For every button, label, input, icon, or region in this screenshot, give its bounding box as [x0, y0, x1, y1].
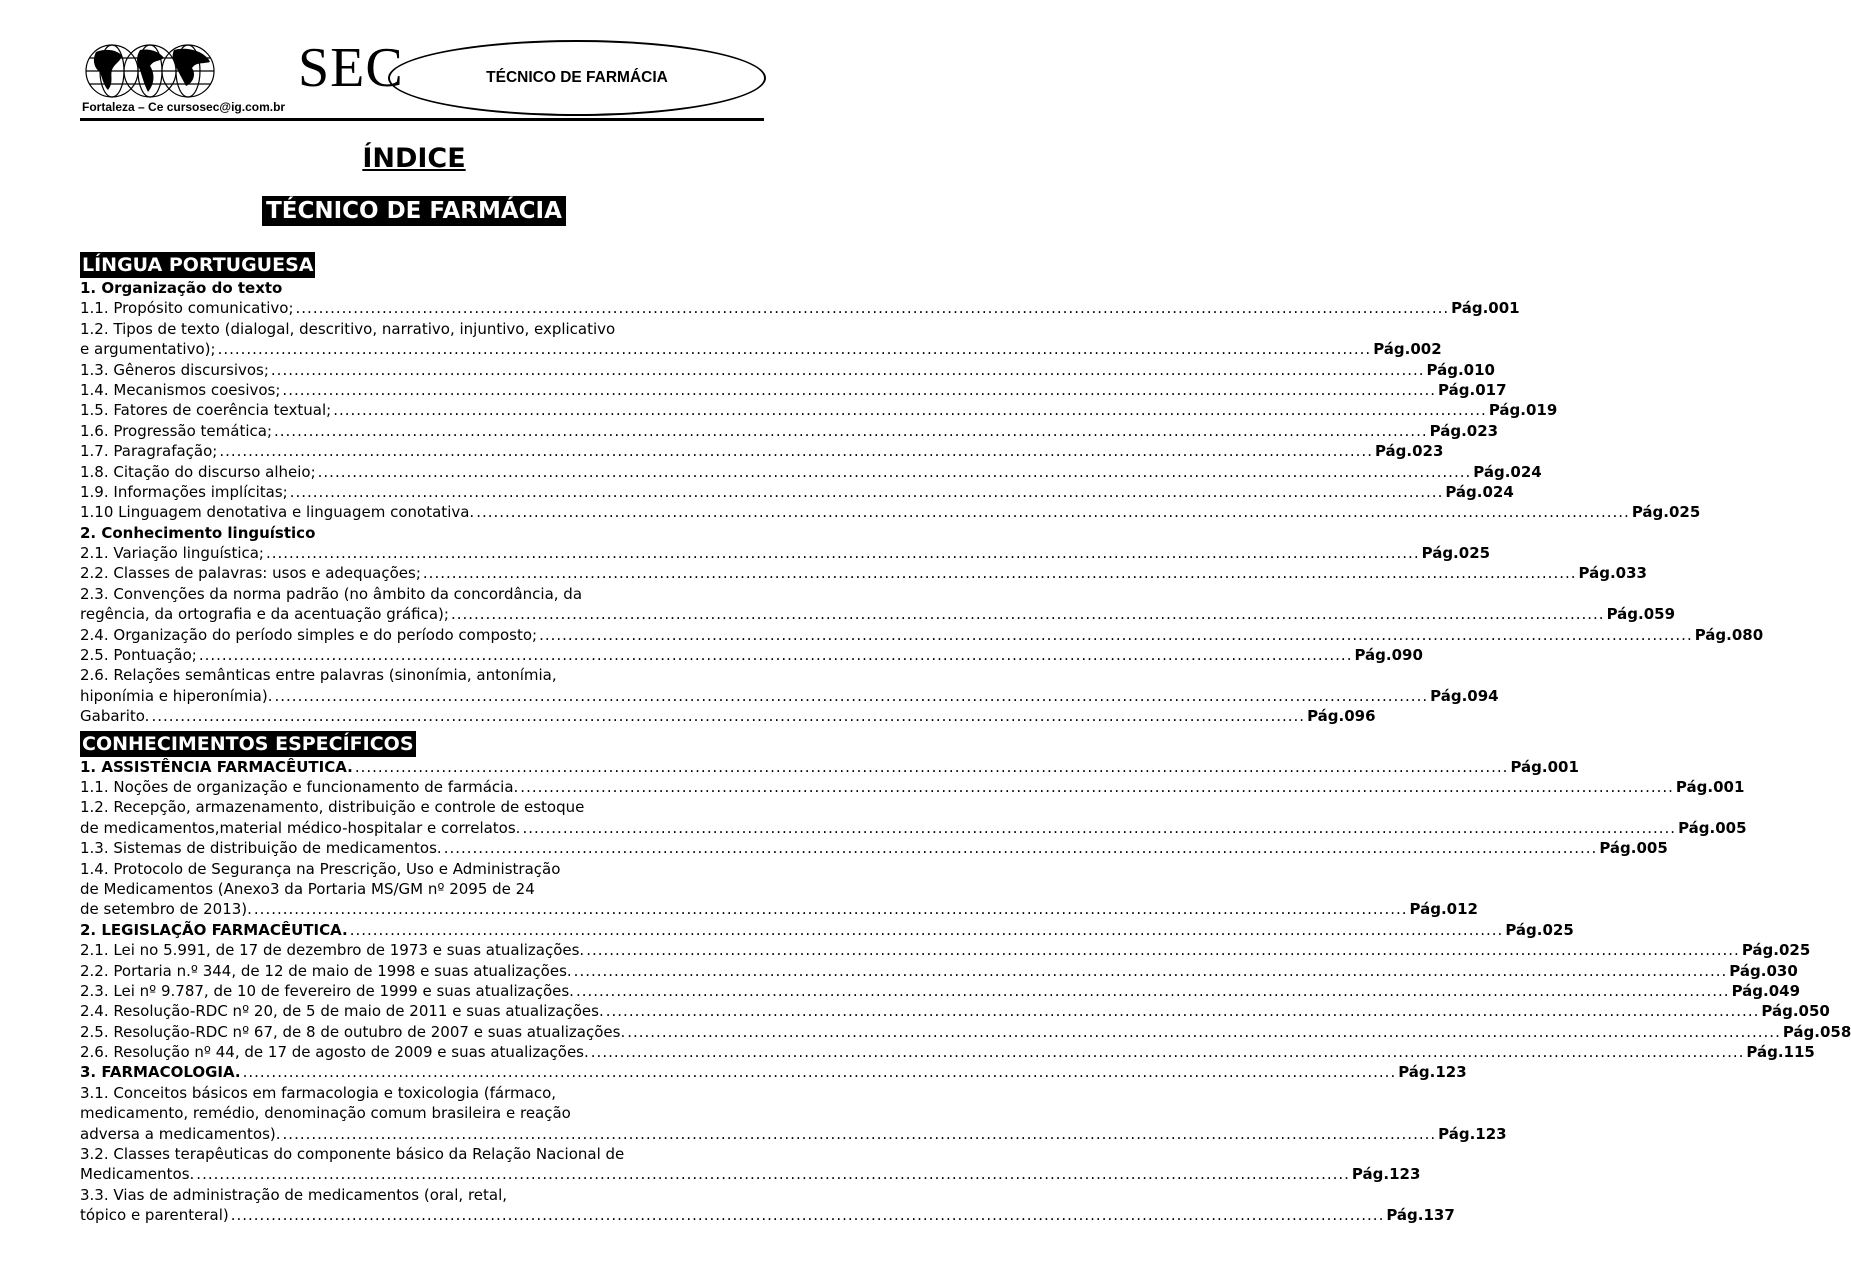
page-number: Pág.025 — [1421, 544, 1491, 563]
page-number: Pág.115 — [1746, 1043, 1815, 1062]
toc-entry[interactable] — [80, 818, 1747, 838]
dot-leader: ........................................................................................................................................................................................................ — [476, 503, 1630, 522]
toc-entry[interactable] — [80, 645, 1423, 665]
page-number: Pág.019 — [1488, 401, 1558, 420]
toc-entry-text: Gabarito. — [80, 707, 150, 726]
toc-entry-text: 2.2. Classes de palavras: usos e adequações; — [80, 564, 421, 583]
toc-entry-text: 2.1. Variação linguística; — [80, 544, 264, 563]
page-number: Pág.024 — [1445, 482, 1514, 501]
toc-entry[interactable] — [80, 482, 1514, 502]
dot-leader: ........................................................................................................................................................................................................ — [253, 900, 1408, 919]
page-number: Pág.005 — [1678, 818, 1747, 837]
page-number: Pág.090 — [1354, 646, 1423, 665]
page-number: Pág.080 — [1694, 625, 1764, 644]
page-number: Pág.002 — [1373, 340, 1442, 359]
toc-text-line: 3.3. Vias de administração de medicamentos (oral, retal, — [80, 1185, 508, 1204]
toc-entry[interactable] — [80, 940, 1811, 960]
toc-subheading: 2. Conhecimento linguístico — [80, 523, 316, 542]
toc-entry-text: 1.8. Citação do discurso alheio; — [80, 462, 316, 481]
toc-entry-text: 1. ASSISTÊNCIA FARMACÊUTICA. — [80, 757, 353, 776]
section-heading-row — [80, 252, 742, 278]
toc-entry-text: 2.5. Resolução-RDC nº 67, de 8 de outubro de 2007 e suas atualizações. — [80, 1022, 626, 1041]
toc-entry-text: adversa a medicamentos). — [80, 1124, 281, 1143]
course-badge — [388, 40, 766, 116]
dot-leader: ........................................................................................................................................................................................................ — [590, 1043, 1745, 1062]
dot-leader: ........................................................................................................................................................................................................ — [289, 482, 1444, 501]
toc-entry-text: 1.5. Fatores de coerência textual; — [80, 401, 332, 420]
page-number: Pág.123 — [1351, 1165, 1421, 1184]
toc-entry[interactable] — [80, 838, 1668, 858]
toc-entry-text: 2.2. Portaria n.º 344, de 12 de maio de 1998 e suas atualizações. — [80, 961, 572, 980]
dot-leader: ........................................................................................................................................................................................................ — [282, 1124, 1437, 1143]
toc-entry[interactable] — [80, 920, 1574, 940]
toc-entry[interactable] — [80, 1164, 1421, 1184]
subtitle-container — [0, 196, 828, 226]
toc-entry-text: 1.3. Gêneros discursivos; — [80, 360, 269, 379]
page-number: Pág.137 — [1386, 1206, 1455, 1225]
section-heading: CONHECIMENTOS ESPECÍFICOS — [82, 732, 414, 755]
page-number: Pág.025 — [1505, 920, 1574, 939]
toc-entry[interactable] — [80, 625, 1764, 645]
dot-leader: ........................................................................................................................................................................................................ — [295, 299, 1450, 318]
dot-leader: ........................................................................................................................................................................................................ — [520, 777, 1674, 796]
dot-leader: ........................................................................................................................................................................................................ — [230, 1206, 1385, 1225]
toc-entry[interactable] — [80, 706, 1376, 726]
toc-entry[interactable] — [80, 421, 1499, 441]
toc-text-line: 2.6. Relações semânticas entre palavras (sinonímia, antonímia, — [80, 666, 557, 685]
toc-entry-text: 1.6. Progressão temática; — [80, 421, 272, 440]
toc-entry[interactable] — [80, 400, 1558, 420]
toc-entry[interactable] — [80, 1042, 1815, 1062]
toc-entry-text: tópico e parenteral) — [80, 1206, 229, 1225]
toc-entry[interactable] — [80, 298, 1520, 318]
course-badge-label: TÉCNICO DE FARMÁCIA — [486, 69, 668, 86]
dot-leader: ........................................................................................................................................................................................................ — [422, 564, 1577, 583]
dot-leader: ........................................................................................................................................................................................................ — [575, 981, 1730, 1000]
dot-leader: ........................................................................................................................................................................................................ — [270, 360, 1425, 379]
toc-entry[interactable] — [80, 502, 1701, 522]
page-number: Pág.025 — [1631, 503, 1701, 522]
dot-leader: ........................................................................................................................................................................................................ — [151, 707, 1306, 726]
dot-leader: ........................................................................................................................................................................................................ — [282, 380, 1437, 399]
page-title: ÍNDICE — [362, 143, 466, 174]
dot-leader: ........................................................................................................................................................................................................ — [349, 920, 1504, 939]
toc-entry-text: 2.1. Lei no 5.991, de 17 de dezembro de 1973 e suas atualizações. — [80, 941, 585, 960]
section-heading-row — [80, 731, 742, 757]
toc-entry[interactable] — [80, 777, 1745, 797]
dot-leader: ........................................................................................................................................................................................................ — [196, 1165, 1350, 1184]
toc-entry-text: e argumentativo); — [80, 340, 216, 359]
toc-entry-text: 2.6. Resolução nº 44, de 17 de agosto de 2009 e suas atualizações. — [80, 1043, 589, 1062]
dot-leader: ........................................................................................................................................................................................................ — [242, 1063, 1397, 1082]
toc-entry-text: 3. FARMACOLOGIA. — [80, 1063, 241, 1082]
toc-text-line: 3.2. Classes terapêuticas do componente básico da Relação Nacional de — [80, 1145, 625, 1164]
dot-leader: ........................................................................................................................................................................................................ — [605, 1002, 1760, 1021]
dot-leader: ........................................................................................................................................................................................................ — [354, 757, 1509, 776]
toc-entry-text: regência, da ortografia e da acentuação gráfica); — [80, 605, 449, 624]
page-number: Pág.033 — [1578, 564, 1647, 583]
toc-entry-text: 2.3. Lei nº 9.787, de 10 de fevereiro de 1999 e suas atualizações. — [80, 981, 574, 1000]
toc-entry-text: 1.1. Noções de organização e funcionamento de farmácia. — [80, 777, 519, 796]
toc-entry[interactable] — [80, 604, 1676, 624]
toc-text-line: medicamento, remédio, denominação comum brasileira e reação — [80, 1104, 571, 1123]
toc-entry-text: 1.4. Mecanismos coesivos; — [80, 380, 281, 399]
dot-leader: ........................................................................................................................................................................................................ — [217, 340, 1372, 359]
toc-entry-text: 2. LEGISLAÇÃO FARMACÊUTICA. — [80, 920, 348, 939]
toc-entry[interactable] — [80, 981, 1801, 1001]
page-number: Pág.001 — [1510, 757, 1579, 776]
toc-entry[interactable] — [80, 543, 1491, 563]
toc-text-line: 2.3. Convenções da norma padrão (no âmbito da concordância, da — [80, 584, 583, 603]
page-number: Pág.023 — [1429, 421, 1499, 440]
dot-leader: ........................................................................................................................................................................................................ — [333, 401, 1487, 420]
toc-entry[interactable] — [80, 899, 1478, 919]
toc-entry-text: de setembro de 2013). — [80, 900, 252, 919]
dot-leader: ........................................................................................................................................................................................................ — [198, 646, 1353, 665]
toc-entry[interactable] — [80, 1205, 1455, 1225]
toc-entry[interactable] — [80, 757, 1579, 777]
page-number: Pág.017 — [1438, 380, 1507, 399]
toc-entry-text: 1.3. Sistemas de distribuição de medicamentos. — [80, 839, 442, 858]
toc-entry-text: Medicamentos. — [80, 1165, 195, 1184]
page-number: Pág.025 — [1741, 941, 1811, 960]
dot-leader: ........................................................................................................................................................................................................ — [573, 961, 1728, 980]
page-number: Pág.058 — [1782, 1022, 1851, 1041]
toc-entry-text: 2.4. Resolução-RDC nº 20, de 5 de maio de 2011 e suas atualizações. — [80, 1002, 604, 1021]
toc-entry[interactable] — [80, 563, 1647, 583]
toc-entry-text: 1.1. Propósito comunicativo; — [80, 299, 294, 318]
page-number: Pág.012 — [1409, 900, 1478, 919]
toc-text-line: de Medicamentos (Anexo3 da Portaria MS/GM nº 2095 de 24 — [80, 879, 535, 898]
toc-text-line: 3.1. Conceitos básicos em farmacologia e toxicologia (fármaco, — [80, 1083, 557, 1102]
toc-text-line: 1.2. Tipos de texto (dialogal, descritivo, narrativo, injuntivo, explicativo — [80, 319, 616, 338]
toc-text-line: 1.4. Protocolo de Segurança na Prescrição, Uso e Administração — [80, 859, 561, 878]
toc-entry-text: 2.4. Organização do período simples e do período composto; — [80, 625, 538, 644]
toc-entry[interactable] — [80, 380, 1507, 400]
world-map-icon — [84, 42, 216, 100]
toc-entry-text: 1.9. Informações implícitas; — [80, 482, 288, 501]
dot-leader: ........................................................................................................................................................................................................ — [443, 839, 1598, 858]
toc-entry-text: 1.7. Paragrafação; — [80, 442, 218, 461]
dot-leader: ........................................................................................................................................................................................................ — [317, 462, 1472, 481]
toc-entry[interactable] — [80, 339, 1442, 359]
toc-text-line: 1.2. Recepção, armazenamento, distribuição e controle de estoque — [80, 798, 585, 817]
toc-entry[interactable] — [80, 462, 1542, 482]
dot-leader: ........................................................................................................................................................................................................ — [274, 421, 1428, 440]
page-number: Pág.005 — [1599, 839, 1668, 858]
dot-leader: ........................................................................................................................................................................................................ — [627, 1022, 1781, 1041]
page-number: Pág.001 — [1451, 299, 1520, 318]
page-number: Pág.059 — [1606, 605, 1676, 624]
page-number: Pág.001 — [1675, 777, 1745, 796]
table-of-contents — [80, 252, 1851, 1226]
page-number: Pág.096 — [1307, 707, 1376, 726]
page-number: Pág.123 — [1438, 1124, 1507, 1143]
page-number: Pág.094 — [1430, 686, 1499, 705]
toc-entry-text: 2.5. Pontuação; — [80, 646, 197, 665]
page-number: Pág.123 — [1398, 1063, 1467, 1082]
page-number: Pág.010 — [1426, 360, 1495, 379]
dot-leader: ........................................................................................................................................................................................................ — [586, 941, 1740, 960]
dot-leader: ........................................................................................................................................................................................................ — [265, 544, 1420, 563]
contact-info: Fortaleza – Ce cursosec@ig.com.br — [82, 100, 286, 114]
page-number: Pág.050 — [1761, 1002, 1830, 1021]
page-number: Pág.024 — [1473, 462, 1542, 481]
page-number: Pág.030 — [1729, 961, 1798, 980]
toc-entry[interactable] — [80, 441, 1444, 461]
header-divider — [80, 118, 764, 121]
page-number: Pág.049 — [1731, 981, 1801, 1000]
toc-entry[interactable] — [80, 1001, 1830, 1021]
page-subtitle: TÉCNICO DE FARMÁCIA — [262, 196, 566, 226]
toc-entry[interactable] — [80, 1062, 1467, 1082]
toc-entry[interactable] — [80, 360, 1495, 380]
dot-leader: ........................................................................................................................................................................................................ — [539, 625, 1693, 644]
page-number: Pág.023 — [1374, 442, 1444, 461]
toc-entry-text: 1.10 Linguagem denotativa e linguagem conotativa. — [80, 503, 475, 522]
dot-leader: ........................................................................................................................................................................................................ — [450, 605, 1605, 624]
page-header — [80, 34, 764, 122]
toc-entry-text: de medicamentos,material médico-hospitalar e correlatos. — [80, 818, 521, 837]
dot-leader: ........................................................................................................................................................................................................ — [274, 686, 1429, 705]
toc-entry[interactable] — [80, 686, 1499, 706]
toc-entry-text: hiponímia e hiperonímia). — [80, 686, 273, 705]
toc-entry[interactable] — [80, 1124, 1507, 1144]
dot-leader: ........................................................................................................................................................................................................ — [522, 818, 1677, 837]
brand-name: SEC — [298, 37, 404, 99]
toc-entry[interactable] — [80, 1022, 1851, 1042]
toc-subheading: 1. Organização do texto — [80, 279, 283, 297]
dot-leader: ........................................................................................................................................................................................................ — [219, 442, 1373, 461]
toc-entry[interactable] — [80, 961, 1798, 981]
section-heading: LÍNGUA PORTUGUESA — [82, 254, 314, 276]
